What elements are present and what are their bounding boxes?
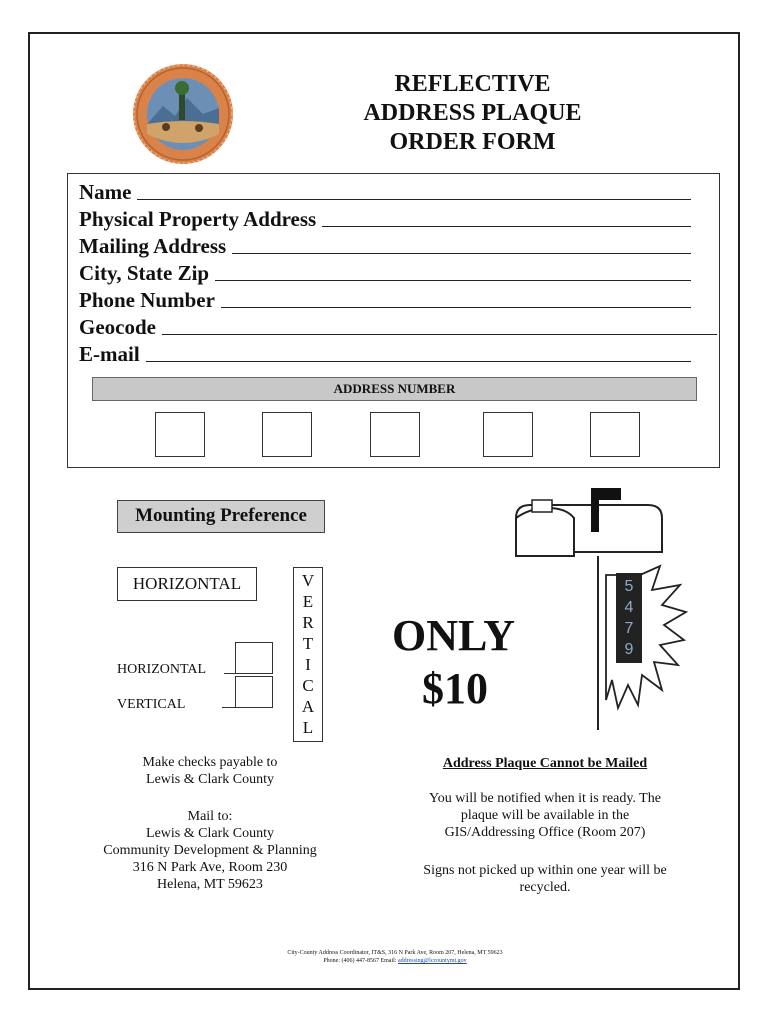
payment-instructions [88,754,332,788]
plaque-digit: 7 [624,620,634,637]
mail-org-1: Lewis & Clark County [146,826,274,841]
vertical-letter: C [302,676,314,696]
footer-phone-email [200,957,590,965]
vertical-option-label: VERTICAL [117,697,186,712]
vertical-letter: T [302,633,314,653]
notice-line-1: You will be notified when it is ready. The [429,791,661,806]
cannot-be-mailed-notice: Address Plaque Cannot be Mailed [442,756,648,771]
footer-phone: Phone: (406) 447-8567 Email: [323,958,397,964]
address-number-header: ADDRESS NUMBER [92,377,697,401]
plaque-digit: 4 [624,599,634,616]
recycle-notice [400,862,690,896]
vertical-letter: L [302,718,314,738]
title-line-1: REFLECTIVE [394,71,551,97]
title-line-2: ADDRESS PLAQUE [363,100,582,126]
vertical-letter: E [302,591,314,611]
name-label: Name [79,180,132,204]
physical-address-label: Physical Property Address [79,207,317,231]
geocode-label: Geocode [79,315,156,339]
title-line-3: ORDER FORM [389,129,556,155]
horizontal-plaque-sample: HORIZONTAL [117,567,257,601]
pickup-notice [400,790,690,841]
phone-number-label: Phone Number [79,288,215,312]
mail-street: 316 N Park Ave, Room 230 [132,860,288,875]
plaque-digit: 9 [624,641,634,658]
mailing-address-label: Mailing Address [79,234,227,258]
mail-to-label: Mail to: [187,809,233,824]
vertical-letter: I [305,655,311,675]
vertical-letter: A [301,697,315,717]
vertical-letter: V [301,570,315,590]
notice-line-3: GIS/Addressing Office (Room 207) [444,825,646,840]
footer-contact [200,949,590,965]
footer-address: City-County Address Coordinator, IT&S, 316 N Park Ave, Room 207, Helena, MT 59623 [287,950,503,956]
vertical-letter: R [302,612,314,632]
plaque-digit: 5 [624,578,634,595]
mounting-preference-heading: Mounting Preference [117,500,325,533]
notice-line-2: plaque will be available in the [460,808,630,823]
horizontal-option-label: HORIZONTAL [117,662,207,677]
recycle-line-2: recycled. [519,880,571,895]
pickup-heading [400,755,690,772]
footer-email-link[interactable]: addressing@lccountymt.gov [397,958,467,964]
price-amount: $10 [422,664,488,713]
mail-org-2: Community Development & Planning [103,843,317,858]
mailing-address-block [88,808,332,893]
mail-city: Helena, MT 59623 [157,877,263,892]
recycle-line-1: Signs not picked up within one year will be [423,863,667,878]
plaque-number [616,576,642,660]
payment-line-2: Lewis & Clark County [146,772,274,787]
city-state-zip-label: City, State Zip [79,261,210,285]
payment-line-1: Make checks payable to [142,755,278,770]
email-label: E-mail [79,342,140,366]
price-only-text: ONLY [392,611,516,660]
